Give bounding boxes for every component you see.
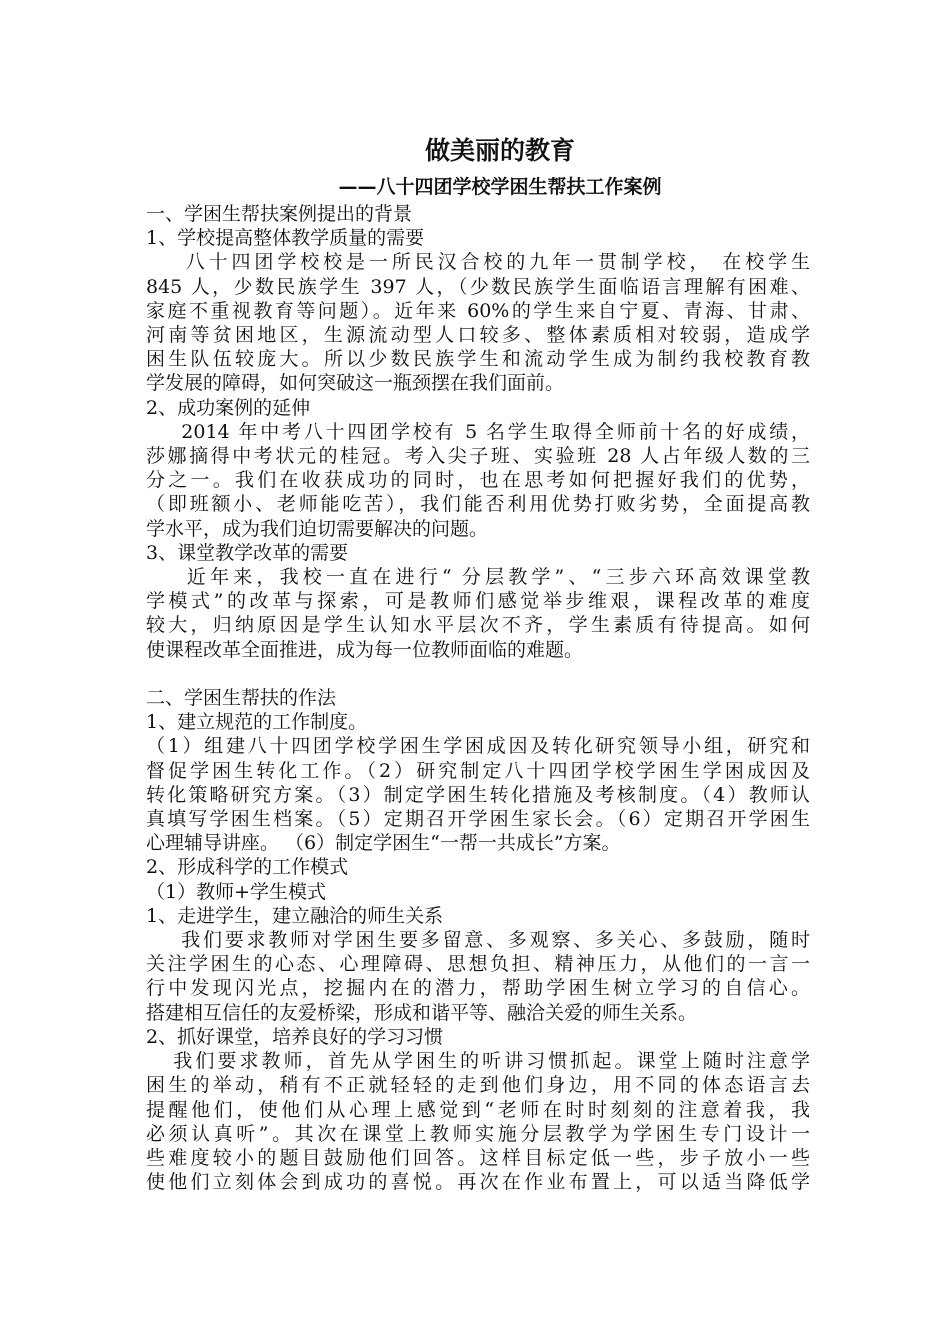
text-line: 些难度较小的题目鼓励他们回答。这样目标定低一些，步子放小一些: [146, 1146, 810, 1169]
text-line: 2、成功案例的延伸: [146, 396, 311, 419]
text-line: 1、建立规范的工作制度。: [146, 711, 368, 734]
text-line: 2、抓好课堂，培养良好的学习习惯: [146, 1025, 444, 1048]
text-line: 莎娜摘得中考状元的桂冠。考入尖子班、实验班 28 人占年级人数的三: [146, 445, 810, 468]
text-line: 近年来，我校一直在进行“ 分层教学”、“三步六环高效课堂教: [146, 566, 810, 589]
text-line: 使他们立刻体会到成功的喜悦。再次在作业布置上，可以适当降低学: [146, 1171, 810, 1194]
document-title: 做美丽的教育: [424, 136, 575, 165]
text-line: 我们要求教师，首先从学困生的听讲习惯抓起。课堂上随时注意学: [146, 1050, 810, 1073]
text-line: 3、课堂教学改革的需要: [146, 541, 349, 564]
text-line: 845 人，少数民族学生 397 人，（少数民族学生面临语言理解有困难、: [146, 275, 810, 298]
text-line: 学模式”的改革与探索，可是教师们感觉举步维艰，课程改革的难度: [146, 590, 810, 613]
text-line: 一、学困生帮扶案例提出的背景: [146, 203, 413, 225]
text-line: 使课程改革全面推进，成为每一位教师面临的难题。: [146, 638, 584, 661]
text-line: 2、形成科学的工作模式: [146, 856, 349, 879]
text-line: 2014 年中考八十四团学校有 5 名学生取得全师前十名的好成绩，: [146, 420, 810, 443]
text-line: 较大，归纳原因是学生认知水平层次不齐，学生素质有待提高。如何: [146, 614, 810, 637]
text-line: 1、学校提高整体教学质量的需要: [146, 227, 425, 250]
text-line: 搭建相互信任的友爱桥梁，形成和谐平等、融洽关爱的师生关系。: [146, 1001, 698, 1024]
text-line: （1）组建八十四团学校学困生学困成因及转化研究领导小组，研究和: [146, 735, 810, 758]
text-line: 1、走进学生，建立融洽的师生关系: [146, 904, 444, 927]
text-line: 分之一。我们在收获成功的同时，也在思考如何把握好我们的优势，: [146, 469, 810, 492]
text-line: 河南等贫困地区，生源流动型人口较多、整体素质相对较弱，造成学: [146, 324, 810, 347]
text-line: 转化策略研究方案。（3）制定学困生转化措施及考核制度。（4）教师认: [146, 783, 810, 806]
text-line: 关注学困生的心态、心理障碍、思想负担、精神压力，从他们的一言一: [146, 953, 810, 976]
text-line: 二、学困生帮扶的作法: [146, 687, 337, 710]
text-line: 心理辅导讲座。 （6）制定学困生“一帮一共成长”方案。: [146, 832, 621, 855]
blank-line: [146, 662, 810, 686]
text-line: 必须认真听”。其次在课堂上教师实施分层教学为学困生专门设计一: [146, 1122, 810, 1145]
document-body: [146, 202, 810, 1194]
text-line: 困生队伍较庞大。所以少数民族学生和流动学生成为制约我校教育教: [146, 348, 810, 371]
text-line: （1）教师+学生模式: [146, 880, 327, 903]
text-line: 困生的举动，稍有不正就轻轻的走到他们身边，用不同的体态语言去: [146, 1074, 810, 1097]
document-subtitle: ——八十四团学校学困生帮扶工作案例: [338, 176, 662, 198]
text-line: 家庭不重视教育等问题）。近年来 60%的学生来自宁夏、青海、甘肃、: [146, 299, 810, 322]
text-line: 学发展的障碍，如何突破这一瓶颈摆在我们面前。: [146, 372, 565, 395]
document-page: [146, 130, 810, 1194]
text-line: 提醒他们，使他们从心理上感觉到“老师在时时刻刻的注意着我，我: [146, 1098, 810, 1121]
text-line: 行中发现闪光点，挖掘内在的潜力，帮助学困生树立学习的自信心。: [146, 977, 810, 1000]
text-line: （即班额小、老师能吃苦），我们能否利用优势打败劣势，全面提高教: [146, 493, 810, 516]
text-line: 我们要求教师对学困生要多留意、多观察、多关心、多鼓励，随时: [146, 929, 810, 952]
text-line: 学水平，成为我们迫切需要解决的问题。: [146, 517, 489, 540]
text-line: 八十四团学校校是一所民汉合校的九年一贯制学校， 在校学生: [146, 251, 810, 274]
text-line: 督促学困生转化工作。（2）研究制定八十四团学校学困生学困成因及: [146, 759, 810, 782]
text-line: 真填写学困生档案。（5）定期召开学困生家长会。（6）定期召开学困生: [146, 808, 810, 831]
